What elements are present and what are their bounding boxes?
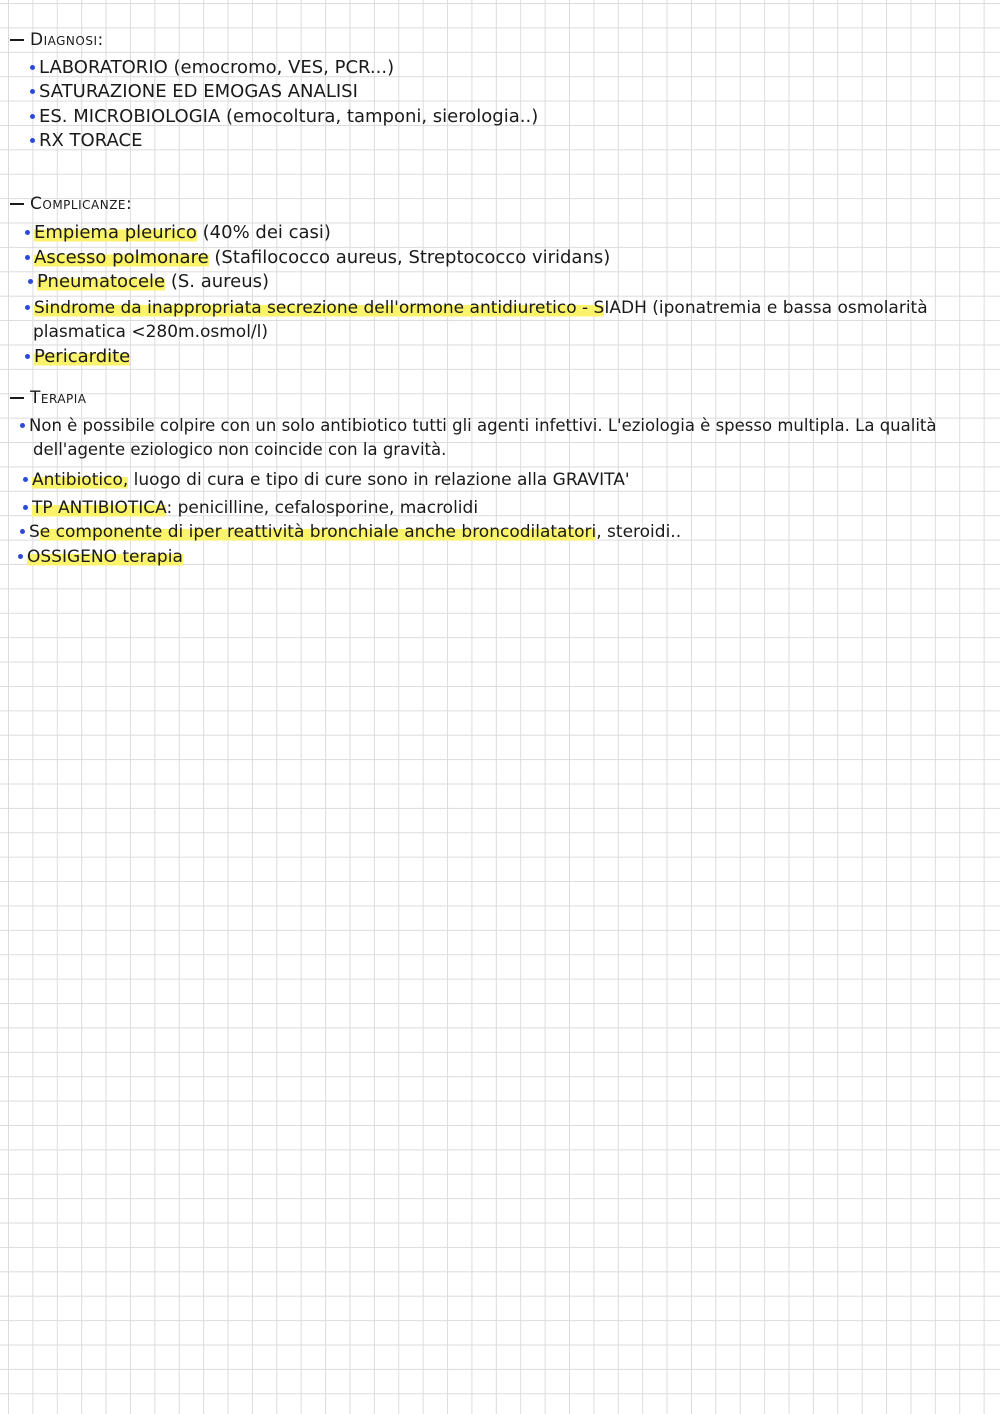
bullet-icon: [30, 65, 35, 70]
complicanze-item-siadh-line2: plasmatica <280m.osmol/l): [33, 322, 269, 342]
complicanze-item-pericardite: Pericardite: [25, 345, 130, 369]
bullet-icon: [25, 255, 30, 260]
complicanze-heading: Complicanze:: [10, 194, 132, 214]
heading-dash: [10, 203, 24, 205]
terapia-item-eziologia-line2: dell'agente eziologico non coincide con la gravità.: [33, 440, 447, 459]
terapia-item-eziologia: Non è possibile colpire con un solo antibiotico tutti gli agenti infettivi. L'eziologia è spesso multipla. La qualità: [20, 414, 937, 438]
bullet-icon: [25, 230, 30, 235]
complicanze-item-empiema: Empiema pleurico (40% dei casi): [25, 221, 331, 245]
complicanze-item-ascesso: Ascesso polmonare (Stafilococco aureus, Streptococco viridans): [25, 246, 610, 270]
bullet-icon: [23, 477, 28, 482]
bullet-icon: [23, 505, 28, 510]
bullet-icon: [18, 554, 23, 559]
bullet-icon: [25, 354, 30, 359]
terapia-item-antibiotico: Antibiotico, luogo di cura e tipo di cure sono in relazione alla GRAVITA': [23, 468, 630, 492]
complicanze-item-pneumatocele: Pneumatocele (S. aureus): [28, 270, 269, 294]
heading-dash: [10, 397, 24, 399]
diagnosi-item-laboratorio: LABORATORIO (emocromo, VES, PCR...): [30, 56, 394, 80]
diagnosi-item-microbiologia: ES. MICROBIOLOGIA (emocoltura, tamponi, sierologia..): [30, 105, 538, 129]
bullet-icon: [30, 138, 35, 143]
bullet-icon: [20, 423, 25, 428]
bullet-icon: [30, 89, 35, 94]
terapia-item-ossigeno: OSSIGENO terapia: [18, 545, 183, 569]
diagnosi-item-saturazione: SATURAZIONE ED EMOGAS ANALISI: [30, 80, 358, 104]
diagnosi-item-rx-torace: RX TORACE: [30, 129, 142, 153]
bullet-icon: [28, 279, 33, 284]
bullet-icon: [20, 529, 25, 534]
bullet-icon: [30, 114, 35, 119]
terapia-item-tp-antibiotica: TP ANTIBIOTICA: penicilline, cefalosporine, macrolidi: [23, 496, 478, 520]
terapia-heading: Terapia: [10, 388, 87, 408]
terapia-item-broncodilatatori: Se componente di iper reattività bronchiale anche broncodilatatori, steroidi..: [20, 520, 681, 544]
diagnosi-heading: Diagnosi:: [10, 30, 104, 50]
bullet-icon: [25, 305, 30, 310]
heading-dash: [10, 39, 24, 41]
complicanze-item-siadh: Sindrome da inappropriata secrezione dell'ormone antidiuretico - SIADH (iponatremia e bassa osmolarità: [25, 296, 928, 320]
